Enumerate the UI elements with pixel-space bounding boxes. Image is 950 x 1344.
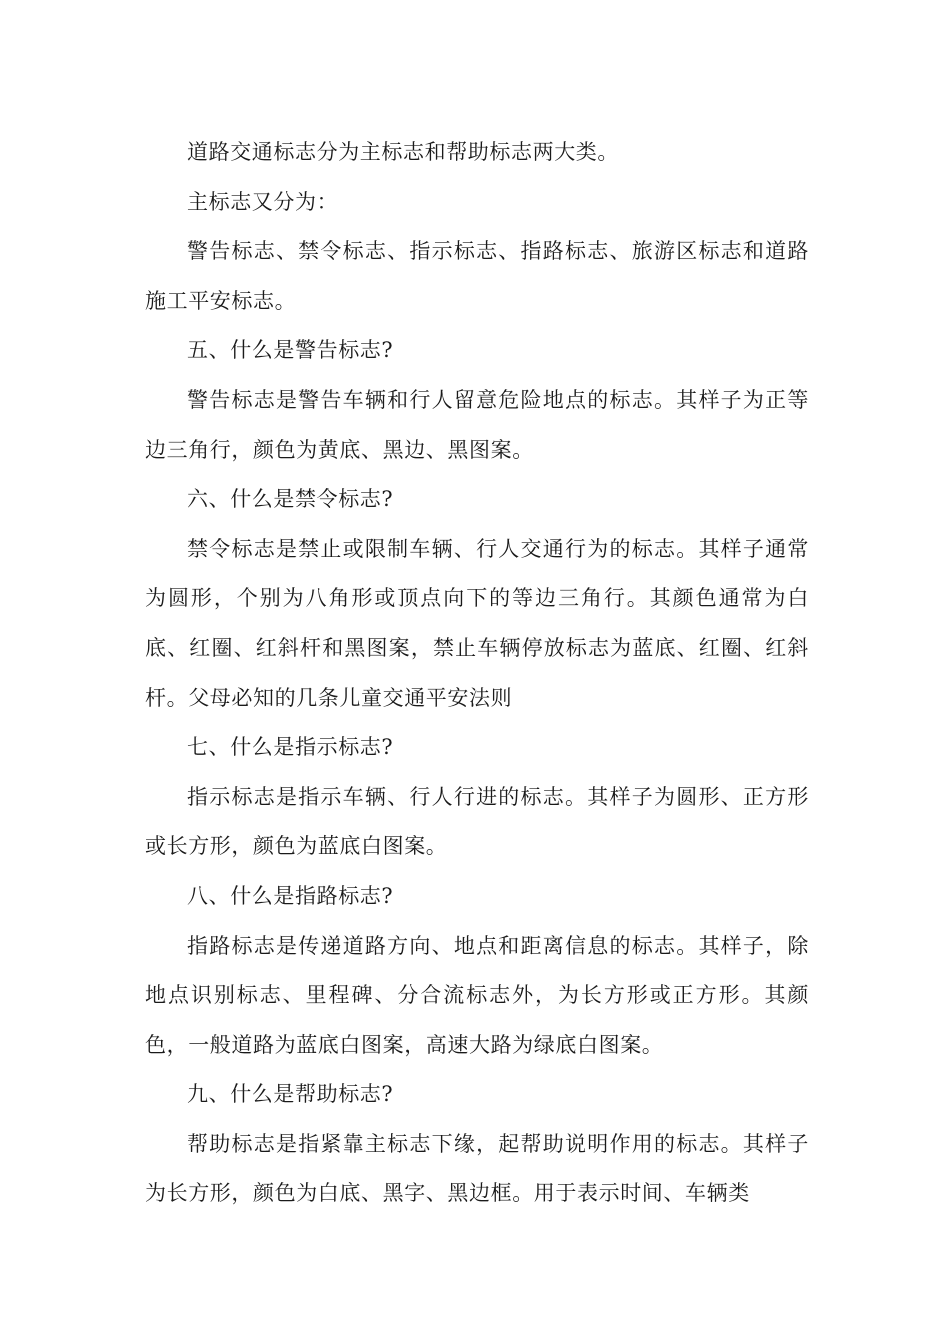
document-body [145,128,809,1219]
heading-auxiliary-signs: 九、什么是帮助标志? [187,1082,394,1107]
paragraph-indication-signs: 指示标志是指示车辆、行人行进的标志。其样子为圆形、正方形或长方形，颜色为蓝底白图案。 [145,784,809,859]
heading-prohibition-signs: 六、什么是禁令标志? [187,487,394,512]
heading-guide-signs: 八、什么是指路标志? [187,883,394,908]
heading-indication-signs: 七、什么是指示标志? [187,735,394,760]
paragraph-guide-signs: 指路标志是传递道路方向、地点和距离信息的标志。其样子，除地点识别标志、里程碑、分合流标志外，为长方形或正方形。其颜色，一般道路为蓝底白图案，高速大路为绿底白图案。 [145,933,809,1057]
paragraph-main-sign-types: 警告标志、禁令标志、指示标志、指路标志、旅游区标志和道路施工平安标志。 [145,239,809,313]
paragraph-warning-signs: 警告标志是警告车辆和行人留意危险地点的标志。其样子为正等边三角行，颜色为黄底、黑边、黑图案。 [145,387,809,462]
heading-warning-signs: 五、什么是警告标志? [187,338,394,363]
paragraph-intro: 道路交通标志分为主标志和帮助标志两大类。 [187,140,619,164]
paragraph-prohibition-signs: 禁令标志是禁止或限制车辆、行人交通行为的标志。其样子通常为圆形，个别为八角形或顶点向下的等边三角行。其颜色通常为白底、红圈、红斜杆和黑图案，禁止车辆停放标志为蓝底、红圈、红斜杆。父母必知的几条儿童交通平安法则 [145,536,809,710]
paragraph-auxiliary-signs: 帮助标志是指紧靠主标志下缘，起帮助说明作用的标志。其样子为长方形，颜色为白底、黑字、黑边框。用于表示时间、车辆类 [145,1131,809,1206]
paragraph-main-signs: 主标志又分为： [187,189,339,214]
